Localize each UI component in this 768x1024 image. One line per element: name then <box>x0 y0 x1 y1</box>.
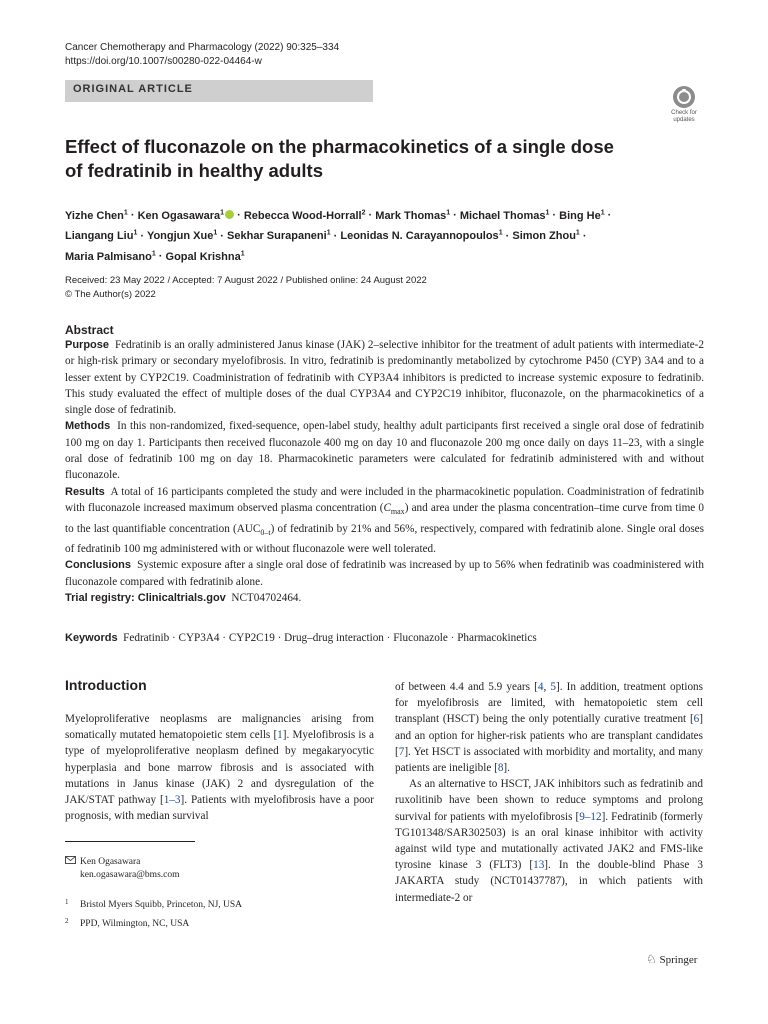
author: Sekhar Surapaneni$^1$ <box>227 229 331 243</box>
intro-paragraph: of between 4.4 and 5.9 years [4, 5]. In addition, treatment options for myelofibrosis are limited, with hematopoietic stem cell transplant (HSCT) being the only potentially curative treatment [6] and an option for higher-risk patients who are transplant candidates [7]. Yet HSCT is associated with morbidity and mortality, and many patients are ineligible [8]. <box>395 681 703 775</box>
introduction-heading: Introduction <box>65 677 147 693</box>
publication-dates <box>65 274 427 302</box>
author: Bing He$^1$ <box>559 209 605 222</box>
abstract-heading: Abstract <box>65 323 114 337</box>
reference-link[interactable]: 13 <box>533 859 545 872</box>
author-list: Yizhe Chen$^1$ · Ken Ogasawara$^1$ · Rebecca Wood-Horrall$^2$ · Mark Thomas$^1$ · Michael Thomas$^1$ · Bing $He^1$ · Liangang Liu$^1$ · Yongjun Xue$^1$ · Sekhar Surapaneni$^1$ · Leonidas N. Carayannopoulos$^1$ · Simon Zhou$^1$ · Maria Palmisano$^1$ · Gopal Krishna$^1$ <box>65 209 612 263</box>
orcid-icon[interactable] <box>225 210 234 219</box>
article-type-label: ORIGINAL ARTICLE <box>73 83 193 95</box>
springer-horse-icon: ♘ <box>646 952 657 966</box>
check-updates-text: Check for updates <box>671 110 697 123</box>
corresponding-email[interactable]: ken.ogasawara@bms.com <box>80 870 180 880</box>
publisher-name: Springer <box>659 954 698 966</box>
copyright-line: © The Author(s) 2022 <box>65 289 156 300</box>
reference-link[interactable]: 6 <box>693 713 700 726</box>
author: Liangang Liu$^1$ <box>65 229 138 243</box>
author: Mark Thomas$^1$ <box>375 209 451 222</box>
reference-link[interactable]: 4 <box>537 681 544 693</box>
author: Ken Ogasawara$^1$ <box>138 210 234 222</box>
footnote-divider <box>65 841 195 842</box>
reference-link[interactable]: 7 <box>398 745 405 758</box>
reference-link[interactable]: 5 <box>550 681 556 693</box>
author: Yizhe Chen$^1$ <box>65 209 128 222</box>
reference-link[interactable]: 1 <box>277 729 283 742</box>
affiliation-1: 1 Bristol Myers Squibb, Princeton, NJ, USA <box>65 898 243 910</box>
author: Maria Palmisano$^1$ <box>65 250 156 263</box>
abstract-trial-registry: Trial registry: Clinicaltrials.gov NCT04702464. <box>65 591 302 604</box>
author: Simon Zhou$^1$ <box>512 229 580 243</box>
abstract-methods: Methods In this non-randomized, fixed-sequence, open-label study, healthy adult participants first received a single oral dose of fedratinib 100 mg on day 1. Participants then received fluconazole 400 mg on day 10 and fluconazole 200 mg once daily on days 11–23, with a single oral dose of fedratinib 100 mg on day 18. Pharmacokinetic parameters were calculated for fedratinib administered with and without fluconazole. <box>65 420 705 482</box>
keywords-label: Keywords <box>65 632 118 644</box>
check-for-updates-badge[interactable] <box>664 86 704 124</box>
article-type-banner <box>65 80 373 102</box>
author: Michael Thomas$^1$ <box>459 209 550 222</box>
affiliation-2: 2 PPD, Wilmington, NC, USA <box>65 917 190 929</box>
dates-line: Received: 23 May 2022 / Accepted: 7 August 2022 / Published online: 24 August 2022 <box>65 275 427 286</box>
intro-right-column <box>395 679 703 906</box>
intro-paragraph: Myeloproliferative neoplasms are malignancies arising from somatically mutated hematopoietic stem cells [1]. Myelofibrosis is a type of myeloproliferative neoplasm defined by megakaryocytic hyperplasia and bone marrow fibrosis and is associated with mutations in Janus kinase (JAK) 2 and dysregulation of the JAK/STAT pathway [1–3]. Patients with myelofibrosis have a poor prognosis, with median survival <box>65 713 374 823</box>
abstract-conclusions: Conclusions Systemic exposure after a single oral dose of fedratinib was increased by up to 56% when fedratinib was coadministered with fluconazole compared with fedratinib alone. <box>65 559 704 588</box>
reference-link[interactable]: 9–12 <box>579 810 602 823</box>
journal-doi[interactable]: https://doi.org/10.1007/s00280-022-04464-w <box>65 56 262 67</box>
envelope-icon <box>65 856 80 869</box>
author: Rebecca Wood-Horrall$^2$ <box>243 209 366 222</box>
title-line-2: of fedratinib in healthy adults <box>65 160 323 181</box>
intro-left-column <box>65 711 374 824</box>
reference-link[interactable]: 1–3 <box>163 794 181 807</box>
keywords <box>65 630 705 646</box>
abstract-body <box>65 337 704 606</box>
check-updates-icon <box>673 86 695 108</box>
corresponding-author-note <box>65 856 180 882</box>
reference-link[interactable]: 8 <box>497 762 504 775</box>
author: Yongjun Xue$^1$ <box>146 229 218 243</box>
author: Gopal Krishna$^1$ <box>165 250 245 263</box>
intro-paragraph: As an alternative to HSCT, JAK inhibitors such as fedratinib and ruxolitinib have been shown to reduce symptoms and prolong survival for patients with myelofibrosis [9–12]. Fedratinib (formerly TG101348/SAR302503) is an oral kinase inhibitor with activity against wild type and mutationally activated JAK2 and FMS-like tyrosine kinase 3 (FLT3) [13]. In the double-blind Phase 3 JAKARTA study (NCT01437787), in which patients with intermediate-2 or <box>395 778 703 904</box>
journal-citation: Cancer Chemotherapy and Pharmacology (2022) 90:325–334 <box>65 42 340 53</box>
abstract-purpose: Purpose Fedratinib is an orally administered Janus kinase (JAK) 2–selective inhibitor for the treatment of adult patients with intermediate-2 or high-risk primary or secondary myelofibrosis. In vitro, fedratinib is predominantly metabolized by cytochrome P450 (CYP) 3A4 and to a lesser extent by CYP2C19. Coadministration of fedratinib with CYP3A4 inhibitors is predicted to increase systemic exposure to fedratinib. This study evaluated the effect of multiple doses of the dual CYP3A4 and CYP2C19 inhibitor, fluconazole, on the pharmacokinetics of a single dose of fedratinib. <box>65 339 705 417</box>
keywords-text: Fedratinib · CYP3A4 · CYP2C19 · Drug–drug interaction · Fluconazole · Pharmacokinetics <box>123 632 537 644</box>
author: Leonidas N. Carayannopoulos$^1$ <box>340 229 503 243</box>
journal-header <box>65 41 339 69</box>
title-line-1: Effect of fluconazole on the pharmacokinetics of a single dose <box>65 136 614 157</box>
springer-logo <box>646 952 697 967</box>
abstract-results: Results A total of 16 participants completed the study and were included in the pharmacokinetic population. Coadministration of fedratinib with fluconazole increased maximum observed plasma concentration $(C_{max})$ and area under the plasma concentration–time curve from time 0 to the last quantifiable concentration $(AUC_{0-t})$ of fedratinib by 21% and 56%, respectively, compared with fedratinib alone. Single oral doses of fedratinib 100 mg administered with or without fluconazole were well tolerated. <box>65 485 704 556</box>
article-title <box>65 135 705 183</box>
corresponding-name: Ken Ogasawara <box>80 857 141 867</box>
